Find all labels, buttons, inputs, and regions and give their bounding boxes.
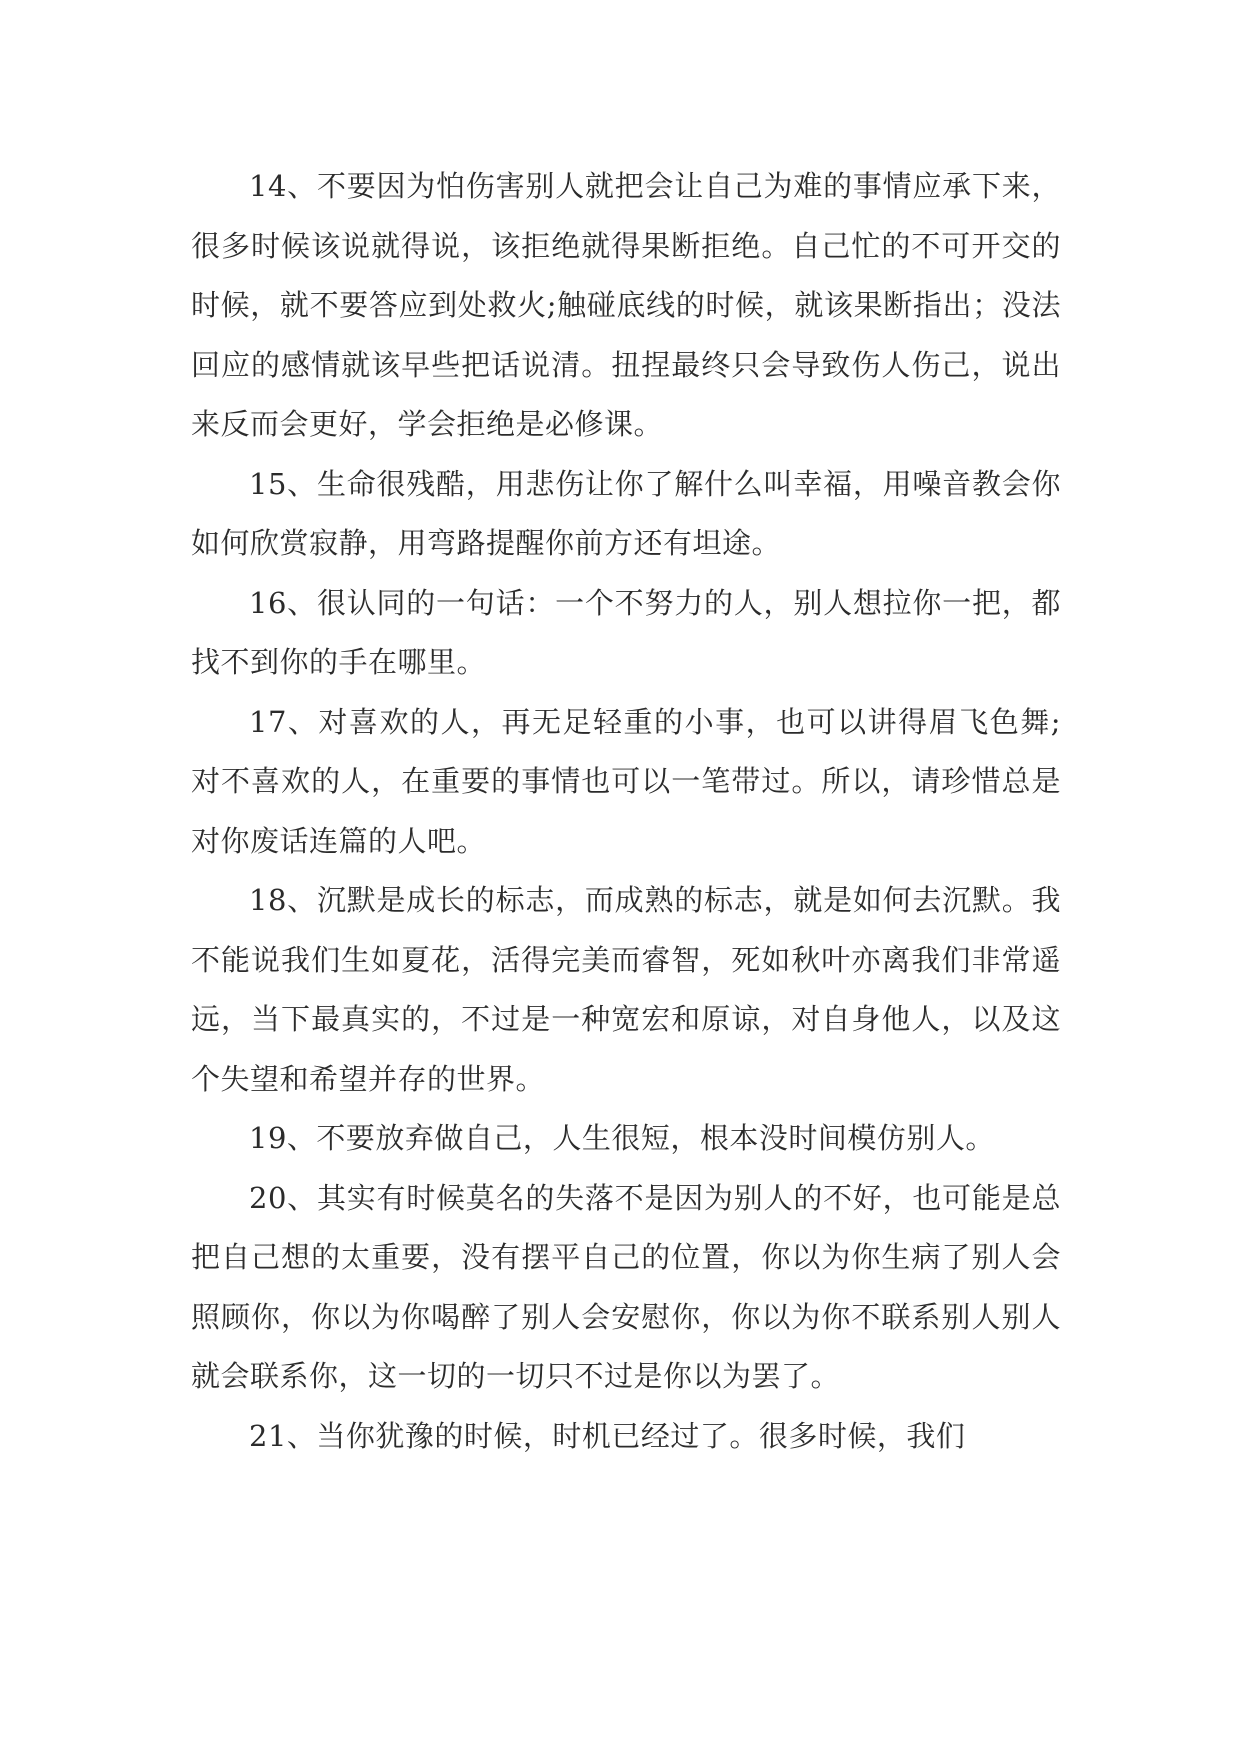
paragraph-20: 20、其实有时候莫名的失落不是因为别人的不好，也可能是总把自己想的太重要，没有摆平自己的位置，你以为你生病了别人会照顾你，你以为你喝醉了别人会安慰你，你以为你不联系别人别人就会联系你，这一切的一切只不过是你以为罢了。 — [191, 1180, 1061, 1393]
document-page — [191, 157, 1061, 1466]
paragraph-19: 19、不要放弃做自己，人生很短，根本没时间模仿别人。 — [249, 1121, 995, 1155]
paragraph-18: 18、沉默是成长的标志，而成熟的标志，就是如何去沉默。我不能说我们生如夏花，活得完美而睿智，死如秋叶亦离我们非常遥远，当下最真实的，不过是一种宽宏和原谅，对自身他人，以及这个失望和希望并存的世界。 — [191, 883, 1061, 1096]
paragraph-21: 21、当你犹豫的时候，时机已经过了。很多时候，我们 — [249, 1418, 966, 1453]
paragraph-16: 16、很认同的一句话：一个不努力的人，别人想拉你一把，都找不到你的手在哪里。 — [191, 585, 1061, 679]
paragraph-14: 14、不要因为怕伤害别人就把会让自己为难的事情应承下来，很多时候该说就得说，该拒绝就得果断拒绝。自己忙的不可开交的时候，就不要答应到处救火;触碰底线的时候，就该果断指出；没法回应的感情就该早些把话说清。扭捏最终只会导致伤人伤己，说出来反而会更好，学会拒绝是必修课。 — [191, 169, 1061, 441]
paragraph-15: 15、生命很残酷，用悲伤让你了解什么叫幸福，用噪音教会你如何欣赏寂静，用弯路提醒你前方还有坦途。 — [191, 466, 1061, 560]
paragraph-17: 17、对喜欢的人，再无足轻重的小事，也可以讲得眉飞色舞;对不喜欢的人，在重要的事情也可以一笔带过。所以，请珍惜总是对你废话连篇的人吧。 — [191, 704, 1061, 858]
